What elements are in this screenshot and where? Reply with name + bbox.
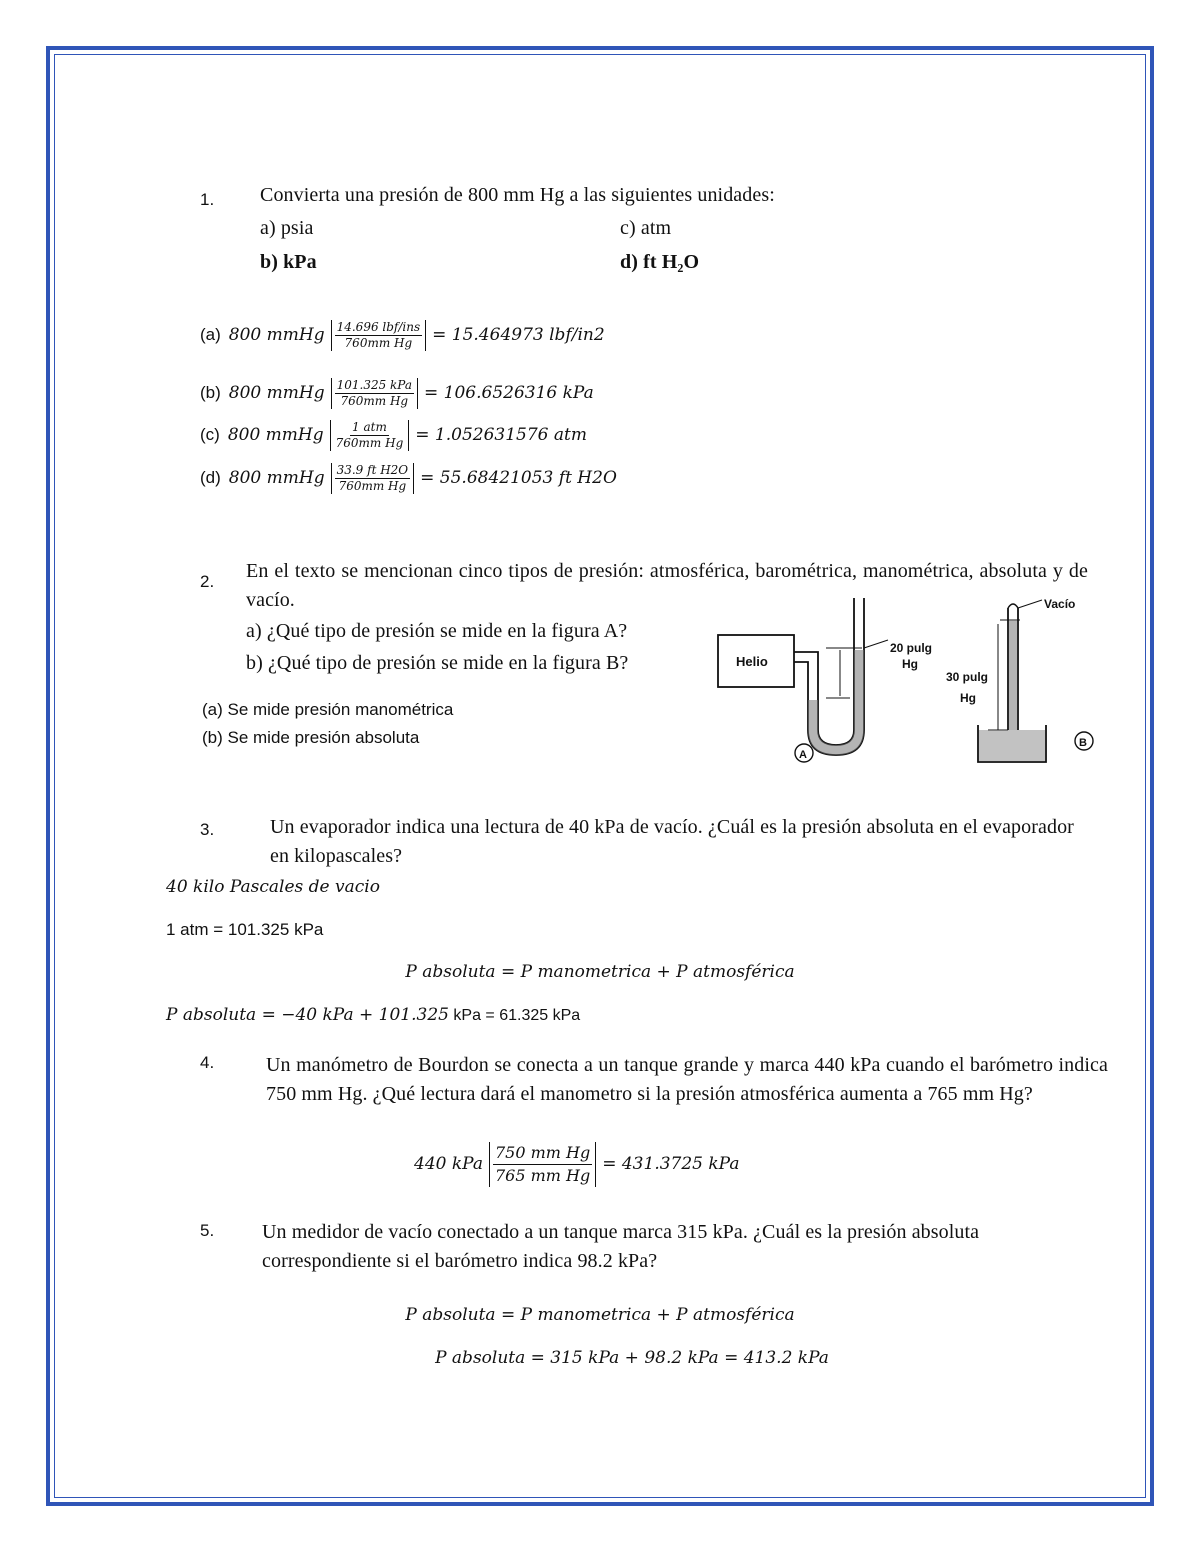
q1-answer-d xyxy=(200,463,617,494)
u-tube-inner-left xyxy=(794,662,808,730)
answer-result: = 1.052631576 atm xyxy=(415,425,587,445)
q3-calc-math: P absoluta = −40 kPa + 101.325 xyxy=(166,1005,449,1025)
q4-lhs: 440 kPa xyxy=(414,1154,483,1174)
answer-lhs: 800 mmHg xyxy=(228,383,325,403)
q4-number: 4. xyxy=(200,1053,215,1072)
answer-label: (a) xyxy=(200,325,221,344)
q5-number: 5. xyxy=(200,1221,215,1240)
answer-result: = 106.6526316 kPa xyxy=(424,383,594,403)
fraction-denominator: 760mm Hg xyxy=(338,479,407,493)
mercury-pool xyxy=(979,730,1045,761)
fraction-numerator: 33.9 ft H2O xyxy=(336,463,409,477)
marker-b: B xyxy=(1079,737,1087,749)
answer-label: (b) xyxy=(200,383,221,402)
q4-statement: Un manómetro de Bourdon se conecta a un tanque grande y marca 440 kPa cuando el barómetro indica 750 mm Hg. ¿Qué lectura dará el manometro si la presión atmosférica aumenta a 765 mm Hg? xyxy=(266,1054,1108,1105)
q2-number: 2. xyxy=(200,572,215,591)
b-height-label-1: 30 pulg xyxy=(946,670,989,684)
answer-lhs: 800 mmHg xyxy=(228,325,325,345)
q1-number: 1. xyxy=(200,190,215,209)
answer-result: = 15.464973 lbf/in2 xyxy=(432,325,605,345)
answer-lhs: 800 mmHg xyxy=(228,468,325,488)
fraction-numerator: 750 mm Hg xyxy=(493,1142,592,1165)
q3-calc-tail: kPa = 61.325 kPa xyxy=(448,1007,581,1024)
q5-formula: P absoluta = P manometrica + P atmosférica xyxy=(405,1305,795,1325)
q2-sub-b: b) ¿Qué tipo de presión se mide en la figura B? xyxy=(246,652,629,674)
q1-option-a: a) psia xyxy=(260,217,314,239)
u-tube-inner xyxy=(818,598,854,745)
q3-number: 3. xyxy=(200,820,215,839)
q2-answer-a: (a) Se mide presión manométrica xyxy=(202,700,454,719)
q1-answer-a xyxy=(200,320,605,351)
answer-lhs: 800 mmHg xyxy=(227,425,324,445)
q1-statement: Convierta una presión de 800 mm Hg a las siguientes unidades: xyxy=(260,184,775,206)
fraction-denominator: 760mm Hg xyxy=(344,336,413,350)
answer-label: (d) xyxy=(200,468,221,487)
vacuum-label: Vacío xyxy=(1044,597,1076,611)
a-height-label-1: 20 pulg xyxy=(890,641,933,655)
q3-statement: Un evaporador indica una lectura de 40 kPa de vacío. ¿Cuál es la presión absoluta en el evaporador en kilopascales? xyxy=(270,816,1074,867)
q1-answer-c xyxy=(200,420,587,451)
fraction-numerator: 14.696 lbf/ins xyxy=(336,320,421,334)
q2-answer-b: (b) Se mide presión absoluta xyxy=(202,728,420,747)
q1-answer-b xyxy=(200,378,594,409)
a-height-label-2: Hg xyxy=(902,657,918,671)
q5-statement: Un medidor de vacío conectado a un tanque marca 315 kPa. ¿Cuál es la presión absoluta correspondiente si el barómetro indica 98.2 kPa? xyxy=(262,1221,980,1272)
marker-a: A xyxy=(799,749,807,761)
q1-option-b: b) kPa xyxy=(260,251,317,273)
q4-result: = 431.3725 kPa xyxy=(602,1154,740,1174)
q3-formula: P absoluta = P manometrica + P atmosférica xyxy=(405,962,795,982)
fraction-denominator: 765 mm Hg xyxy=(494,1166,591,1185)
q3-calc xyxy=(166,1005,580,1025)
q4-calc xyxy=(414,1142,740,1187)
q2-statement: En el texto se mencionan cinco tipos de presión: atmosférica, barométrica, manométrica, absoluta y de vacío. xyxy=(246,560,1088,611)
b-height-label-2: Hg xyxy=(960,691,976,705)
fraction-denominator: 760mm Hg xyxy=(335,436,404,450)
answer-label: (c) xyxy=(200,425,220,444)
q5-calc: P absoluta = 315 kPa + 98.2 kPa = 413.2 kPa xyxy=(435,1348,829,1368)
fraction-denominator: 760mm Hg xyxy=(340,394,409,408)
pressure-figure xyxy=(700,590,1110,780)
fraction-numerator: 101.325 kPa xyxy=(336,378,412,392)
q3-line1: 40 kilo Pascales de vacio xyxy=(166,877,380,897)
tank-label: Helio xyxy=(736,654,768,669)
q3-line2: 1 atm = 101.325 kPa xyxy=(166,920,324,939)
mercury-column-b xyxy=(1009,620,1017,730)
q1-option-d: d) ft H₂O xyxy=(620,251,700,273)
mercury-column-a xyxy=(808,650,864,755)
q2-sub-a: a) ¿Qué tipo de presión se mide en la figura A? xyxy=(246,620,628,642)
q1-option-c: c) atm xyxy=(620,217,672,239)
answer-result: = 55.68421053 ft H2O xyxy=(420,468,617,488)
fraction-numerator: 1 atm xyxy=(352,420,387,434)
